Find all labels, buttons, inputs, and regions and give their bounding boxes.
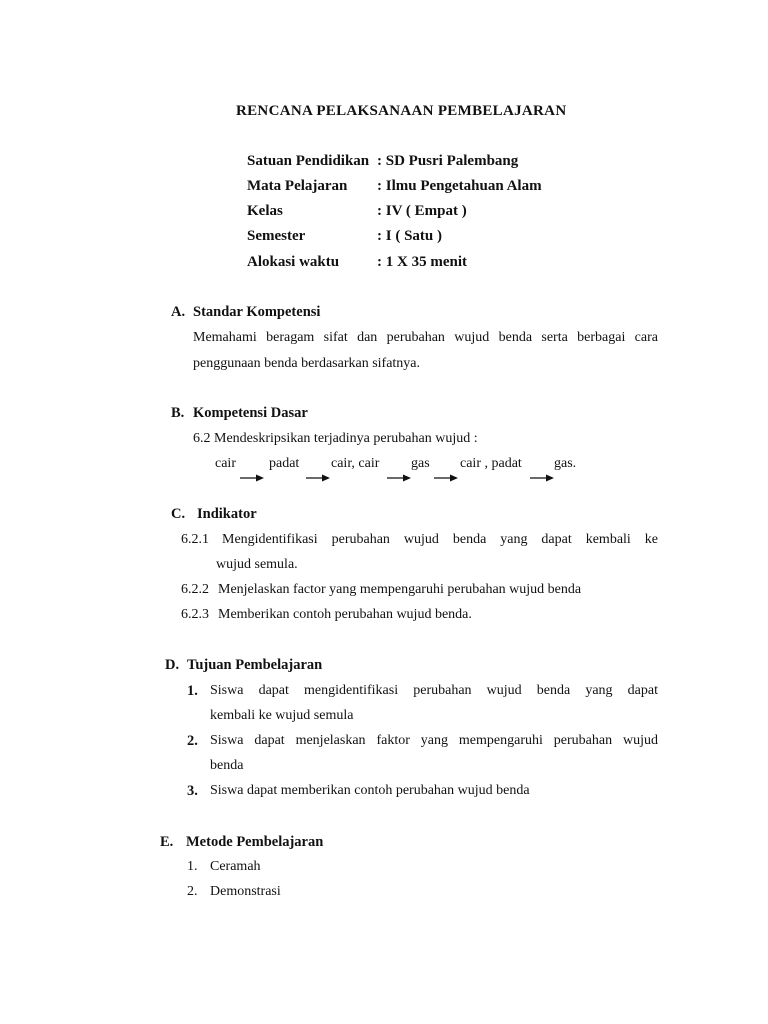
section-c-letter: C. (171, 506, 186, 522)
label-alokasi-waktu: Alokasi waktu (247, 254, 340, 270)
change-term-3: cair, cair (331, 456, 380, 471)
section-a-line-2: penggunaan benda berdasarkan sifatnya. (193, 356, 421, 371)
section-b-text: 6.2 Mendeskripsikan terjadinya perubahan wujud : (193, 431, 478, 446)
indicator-text: Menjelaskan factor yang mempengaruhi perubahan wujud benda (218, 582, 582, 597)
objective-text: Siswa dapat menjelaskan faktor yang mempengaruhi perubahan wujud (210, 733, 658, 748)
label-kelas: Kelas (247, 203, 283, 219)
value-alokasi-waktu: : 1 X 35 menit (377, 254, 467, 270)
arrow-right-icon (530, 473, 554, 483)
section-c-heading: Indikator (197, 506, 257, 522)
change-term-4: gas (411, 456, 430, 471)
section-d-letter: D. (165, 657, 180, 673)
objective-text: Siswa dapat mengidentifikasi perubahan wujud benda yang dapat (210, 683, 658, 698)
indicator-number: 6.2.1 (181, 532, 209, 547)
label-mata-pelajaran: Mata Pelajaran (247, 178, 348, 194)
arrow-right-icon (306, 473, 330, 483)
change-term-5: cair , padat (460, 456, 522, 471)
method-text: Demonstrasi (210, 884, 281, 899)
objective-number: 2. (187, 733, 198, 749)
objective-number: 3. (187, 783, 198, 799)
indicator-number: 6.2.2 (181, 582, 209, 597)
indicator-text-continued: wujud semula. (216, 557, 298, 572)
objective-text: Siswa dapat memberikan contoh perubahan wujud benda (210, 783, 530, 798)
arrow-right-icon (240, 473, 264, 483)
section-b-letter: B. (171, 405, 185, 421)
objective-text-continued: benda (210, 758, 244, 773)
section-d-heading: Tujuan Pembelajaran (187, 657, 323, 673)
section-e-letter: E. (160, 834, 174, 850)
objective-text-continued: kembali ke wujud semula (210, 708, 354, 723)
indicator-text: Mengidentifikasi perubahan wujud benda yang dapat kembali ke (222, 532, 658, 547)
arrow-right-icon (387, 473, 411, 483)
change-term-6: gas. (554, 456, 577, 471)
label-semester: Semester (247, 228, 306, 244)
section-b-heading: Kompetensi Dasar (193, 405, 308, 421)
section-a-heading: Standar Kompetensi (193, 304, 321, 320)
change-term-2: padat (269, 456, 300, 471)
value-kelas: : IV ( Empat ) (377, 203, 467, 219)
method-text: Ceramah (210, 859, 261, 874)
arrow-right-icon (434, 473, 458, 483)
label-satuan-pendidikan: Satuan Pendidikan (247, 153, 370, 169)
value-mata-pelajaran: : Ilmu Pengetahuan Alam (377, 178, 542, 194)
document-title: RENCANA PELAKSANAAN PEMBELAJARAN (236, 103, 567, 119)
objective-number: 1. (187, 683, 198, 699)
indicator-number: 6.2.3 (181, 607, 209, 622)
change-term-1: cair (215, 456, 236, 471)
method-number: 1. (187, 859, 198, 874)
method-number: 2. (187, 884, 198, 899)
value-satuan-pendidikan: : SD Pusri Palembang (377, 153, 519, 169)
section-a-line-1: Memahami beragam sifat dan perubahan wujud benda serta berbagai cara (193, 330, 658, 345)
section-a-letter: A. (171, 304, 186, 320)
section-e-heading: Metode Pembelajaran (186, 834, 324, 850)
value-semester: : I ( Satu ) (377, 228, 443, 244)
indicator-text: Memberikan contoh perubahan wujud benda. (218, 607, 472, 622)
